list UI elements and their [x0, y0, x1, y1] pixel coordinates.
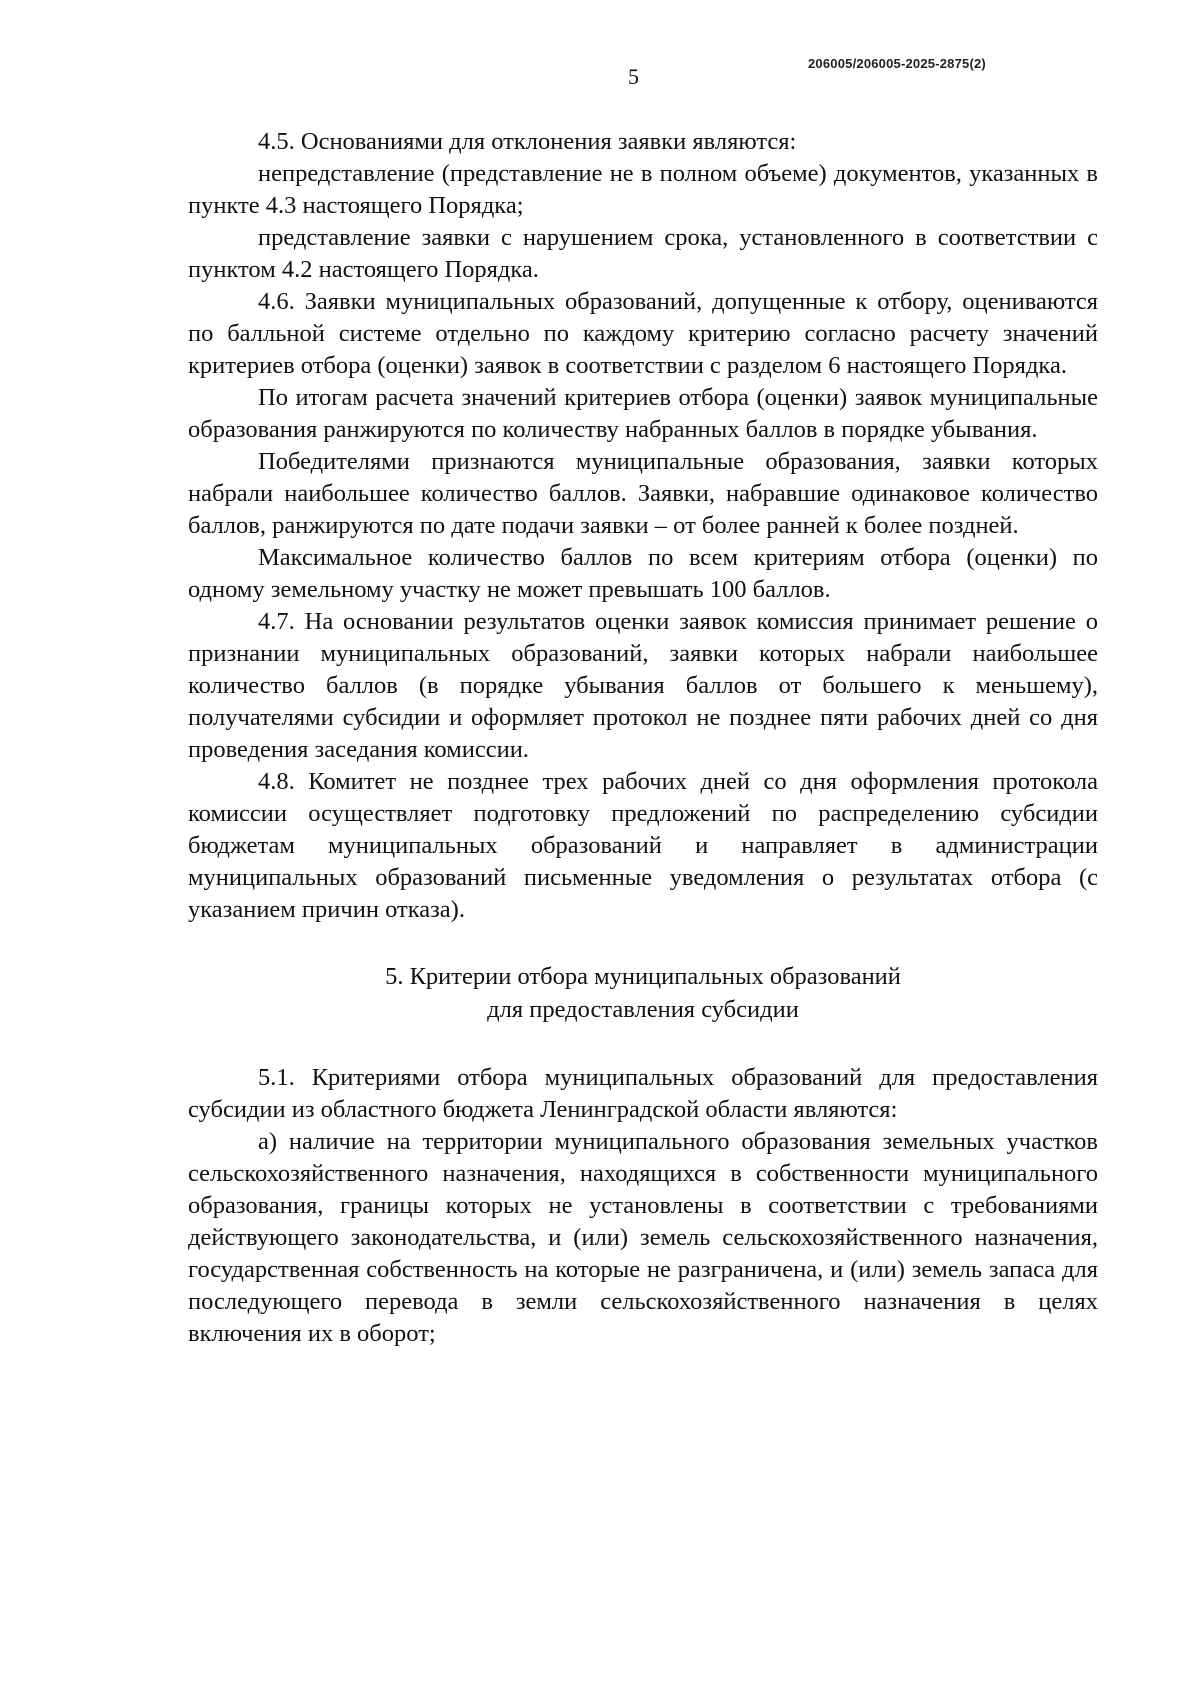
paragraph-ranking: По итогам расчета значений критериев отбора (оценки) заявок муниципальные образования ранжируются по количеству набранных баллов в порядке убывания. — [188, 384, 1098, 443]
paragraph-4-5-item-1: непредставление (представление не в полном объеме) документов, указанных в пункте 4.3 настоящего Порядка; — [188, 160, 1098, 219]
paragraph-5-1-a: а) наличие на территории муниципального образования земельных участков сельскохозяйственного назначения, находящихся в собственности муниципального образования, границы которых не установлены в соответствии с требованиями действующего законодательства, и (или) земель сельскохозяйственного назначения, государственная собственность на которые не разграничена, и (или) земель запаса для последующего перевода в земли сельскохозяйственного назначения в целях включения их в оборот; — [188, 1128, 1098, 1347]
paragraph-max-score: Максимальное количество баллов по всем критериям отбора (оценки) по одному земельному участку не может превышать 100 баллов. — [188, 544, 1098, 603]
paragraph-4-5-item-2: представление заявки с нарушением срока, установленного в соответствии с пунктом 4.2 настоящего Порядка. — [188, 224, 1098, 283]
page-number: 5 — [628, 64, 639, 89]
paragraph-4-7: 4.7. На основании результатов оценки заявок комиссия принимает решение о признании муниципальных образований, заявки которых набрали наибольшее количество баллов (в порядке убывания баллов от большего к меньшему), получателями субсидии и оформляет протокол не позднее пяти рабочих дней со дня проведения заседания комиссии. — [188, 608, 1098, 763]
section-heading — [188, 960, 1098, 1026]
section-heading-line-1: 5. Критерии отбора муниципальных образований — [385, 963, 901, 990]
paragraph-4-6: 4.6. Заявки муниципальных образований, допущенные к отбору, оцениваются по балльной системе отдельно по каждому критерию согласно расчету значений критериев отбора (оценки) заявок в соответствии с разделом 6 настоящего Порядка. — [188, 288, 1098, 379]
section-heading-line-2: для предоставления субсидии — [487, 996, 799, 1023]
paragraph-4-5: 4.5. Основаниями для отклонения заявки являются: — [258, 128, 797, 155]
paragraph-5-1: 5.1. Критериями отбора муниципальных образований для предоставления субсидии из областного бюджета Ленинградской области являются: — [188, 1064, 1098, 1123]
paragraph-4-8: 4.8. Комитет не позднее трех рабочих дней со дня оформления протокола комиссии осуществляет подготовку предложений по распределению субсидии бюджетам муниципальных образований и направляет в администрации муниципальных образований письменные уведомления о результатах отбора (с указанием причин отказа). — [188, 768, 1098, 923]
document-code: 206005/206005-2025-2875(2) — [808, 56, 986, 71]
document-body — [188, 126, 1098, 1350]
paragraph-winners: Победителями признаются муниципальные образования, заявки которых набрали наибольшее количество баллов. Заявки, набравшие одинаковое количество баллов, ранжируются по дате подачи заявки – от более ранней к более поздней. — [188, 448, 1098, 539]
